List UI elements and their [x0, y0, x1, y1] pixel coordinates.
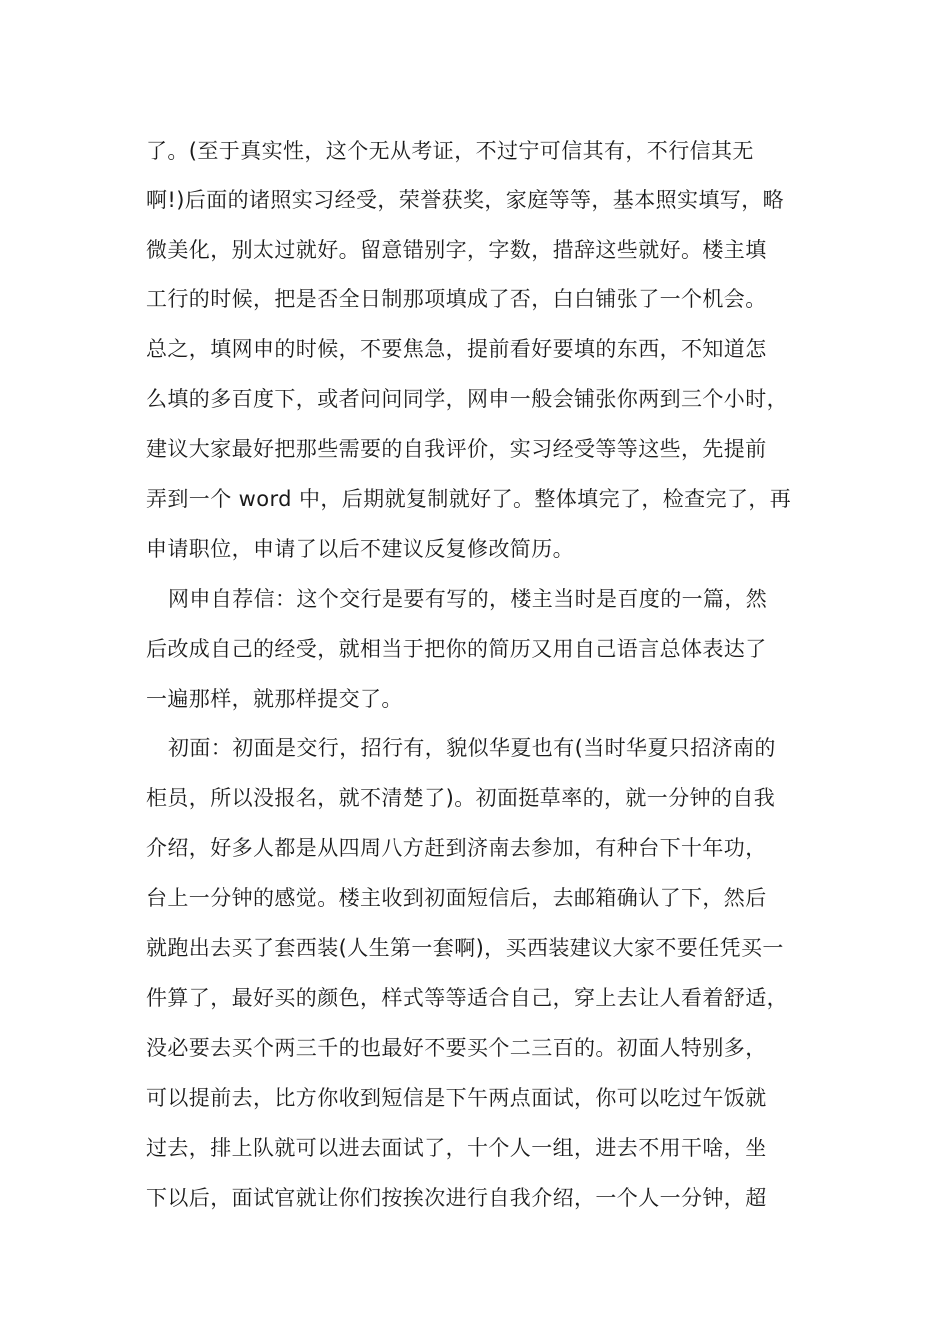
text-line: 台上一分钟的感觉。楼主收到初面短信后，去邮箱确认了下，然后	[146, 886, 767, 910]
text-line: 网申自荐信：这个交行是要有写的，楼主当时是百度的一篇，然	[168, 587, 768, 611]
text-line: 啊!)后面的诸照实习经受，荣誉获奖，家庭等等，基本照实填写，略	[146, 188, 785, 212]
text-line: 件算了，最好买的颜色，样式等等适合自己，穿上去让人看着舒适，	[146, 986, 788, 1010]
text-line: 工行的时候，把是否全日制那项填成了否，白白铺张了一个机会。	[146, 287, 767, 311]
text-line: 一遍那样，就那样提交了。	[146, 687, 403, 711]
text-line: 了。(至于真实性，这个无从考证，不过宁可信其有，不行信其无	[146, 139, 754, 163]
text-line: 么填的多百度下，或者问问同学，网申一般会铺张你两到三个小时，	[146, 387, 788, 411]
text-line: 后改成自己的经受，就相当于把你的简历又用自己语言总体表达了	[146, 637, 767, 661]
text-line: 总之，填网申的时候，不要焦急，提前看好要填的东西，不知道怎	[146, 337, 767, 361]
text-line: 弄到一个 word 中，后期就复制就好了。整体填完了，检查完了，再	[146, 487, 792, 511]
text-line: 可以提前去，比方你收到短信是下午两点面试，你可以吃过午饭就	[146, 1086, 767, 1110]
text-line: 建议大家最好把那些需要的自我评价，实习经受等等这些，先提前	[146, 437, 767, 461]
text-line: 初面：初面是交行，招行有，貌似华夏也有(当时华夏只招济南的	[168, 736, 776, 760]
text-line: 柜员，所以没报名，就不清楚了)。初面挺草率的，就一分钟的自我	[146, 786, 776, 810]
text-line: 下以后，面试官就让你们按挨次进行自我介绍，一个人一分钟，超	[146, 1186, 767, 1210]
text-line: 没必要去买个两三千的也最好不要买个二三百的。初面人特别多，	[146, 1036, 767, 1060]
text-line: 微美化，别太过就好。留意错别字，字数，措辞这些就好。楼主填	[146, 238, 767, 262]
text-line: 过去，排上队就可以进去面试了，十个人一组，进去不用干啥，坐	[146, 1136, 767, 1160]
text-line: 介绍，好多人都是从四周八方赶到济南去参加，有种台下十年功，	[146, 836, 767, 860]
text-line: 就跑出去买了套西装(人生第一套啊)，买西装建议大家不要任凭买一	[146, 936, 784, 960]
text-line: 申请职位，申请了以后不建议反复修改简历。	[146, 537, 574, 561]
